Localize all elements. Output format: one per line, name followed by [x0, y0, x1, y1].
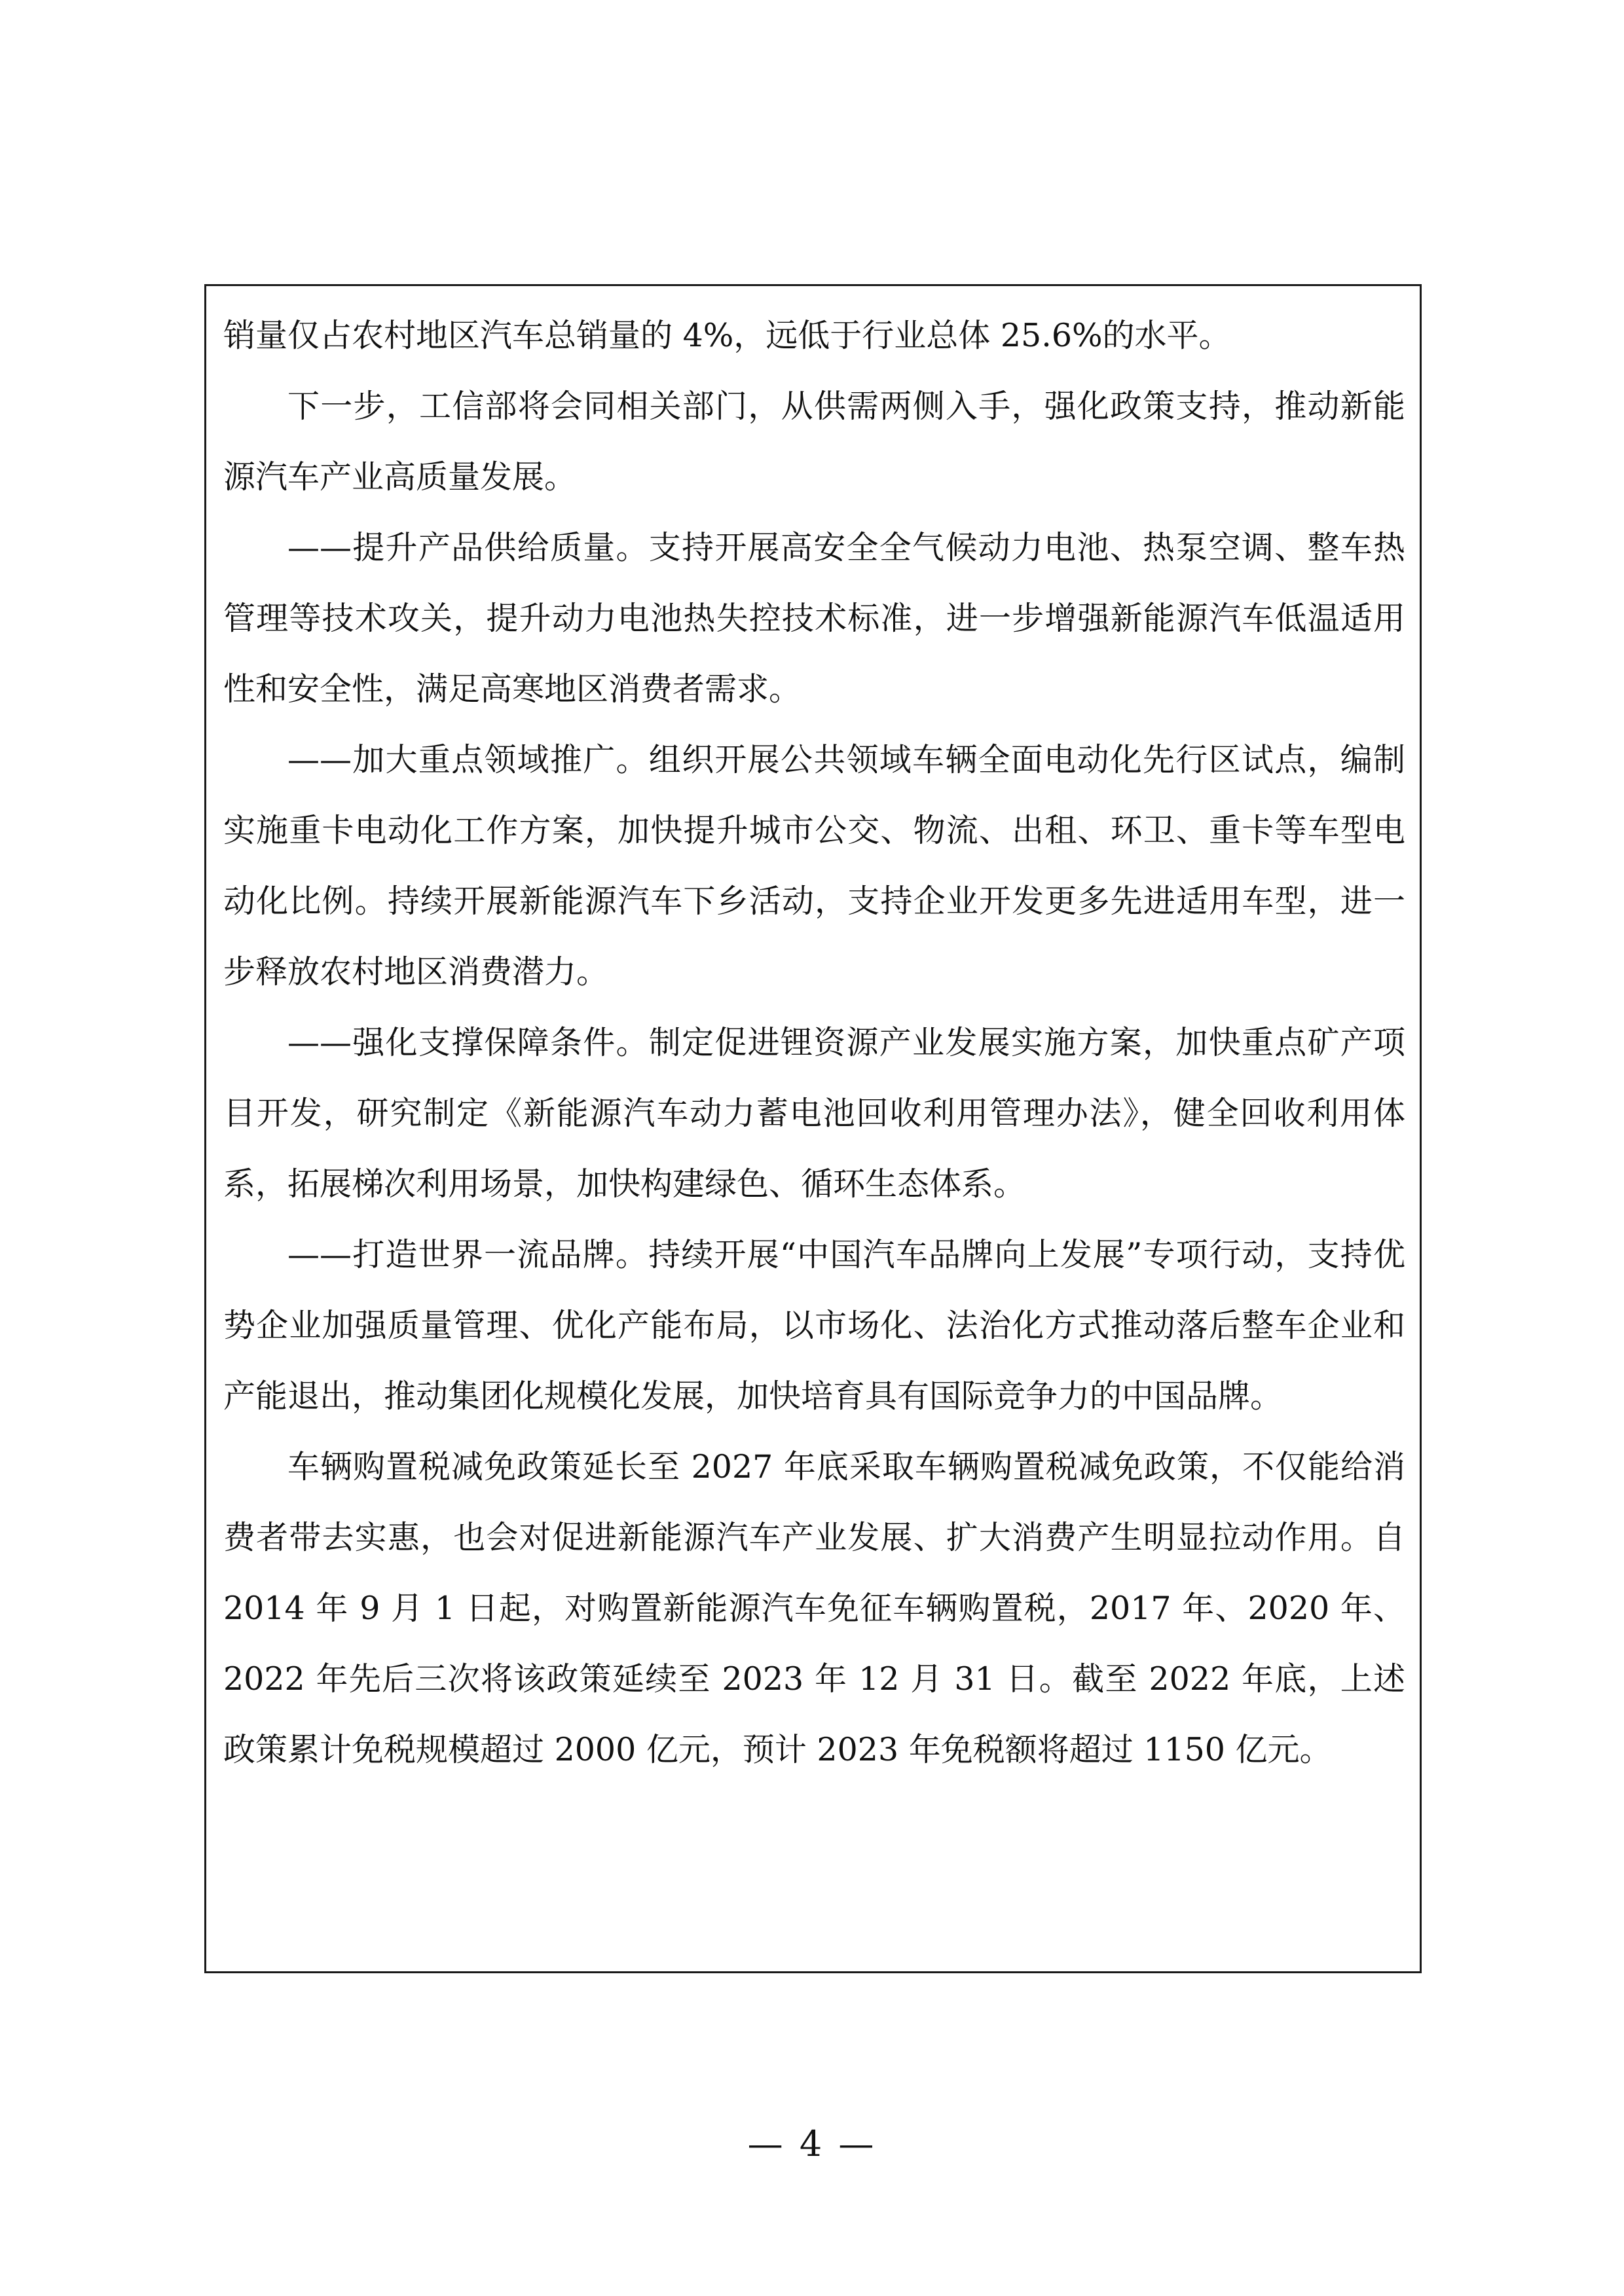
paragraph-5: ——强化支撑保障条件。制定促进锂资源产业发展实施方案，加快重点矿产项目开发，研究制定《新能源汽车动力蓄电池回收利用管理办法》，健全回收利用体系，拓展梯次利用场景，加快构建绿色、循环生态体系。	[223, 1024, 1405, 1203]
paragraph-2: 下一步，工信部将会同相关部门，从供需两侧入手，强化政策支持，推动新能源汽车产业高质量发展。	[223, 388, 1405, 496]
document-body	[223, 301, 1405, 1785]
paragraph-4: ——加大重点领域推广。组织开展公共领域车辆全面电动化先行区试点，编制实施重卡电动化工作方案，加快提升城市公交、物流、出租、环卫、重卡等车型电动化比例。持续开展新能源汽车下乡活动，支持企业开发更多先进适用车型，进一步释放农村地区消费潜力。	[223, 741, 1405, 991]
page-number: — 4 —	[747, 2123, 877, 2164]
paragraph-3: ——提升产品供给质量。支持开展高安全全气候动力电池、热泵空调、整车热管理等技术攻关，提升动力电池热失控技术标准，进一步增强新能源汽车低温适用性和安全性，满足高寒地区消费者需求。	[223, 529, 1405, 708]
paragraph-1: 销量仅占农村地区汽车总销量的 4%，远低于行业总体 25.6%的水平。	[223, 317, 1231, 354]
paragraph-7: 车辆购置税减免政策延长至 2027 年底采取车辆购置税减免政策，不仅能给消费者带去实惠，也会对促进新能源汽车产业发展、扩大消费产生明显拉动作用。自 2014 年 9 月 1 日起，对购置新能源汽车免征车辆购置税，2017 年、2020 年、2022 年先后三次将该政策延续至 2023 年 12 月 31 日。截至 2022 年底，上述政策累计免税规模超过 2000 亿元，预计 2023 年免税额将超过 1150 亿元。	[223, 1448, 1405, 1768]
paragraph-6: ——打造世界一流品牌。持续开展“中国汽车品牌向上发展”专项行动，支持优势企业加强质量管理、优化产能布局，以市场化、法治化方式推动落后整车企业和产能退出，推动集团化规模化发展，加快培育具有国际竞争力的中国品牌。	[223, 1236, 1405, 1415]
content-frame	[204, 284, 1422, 1973]
